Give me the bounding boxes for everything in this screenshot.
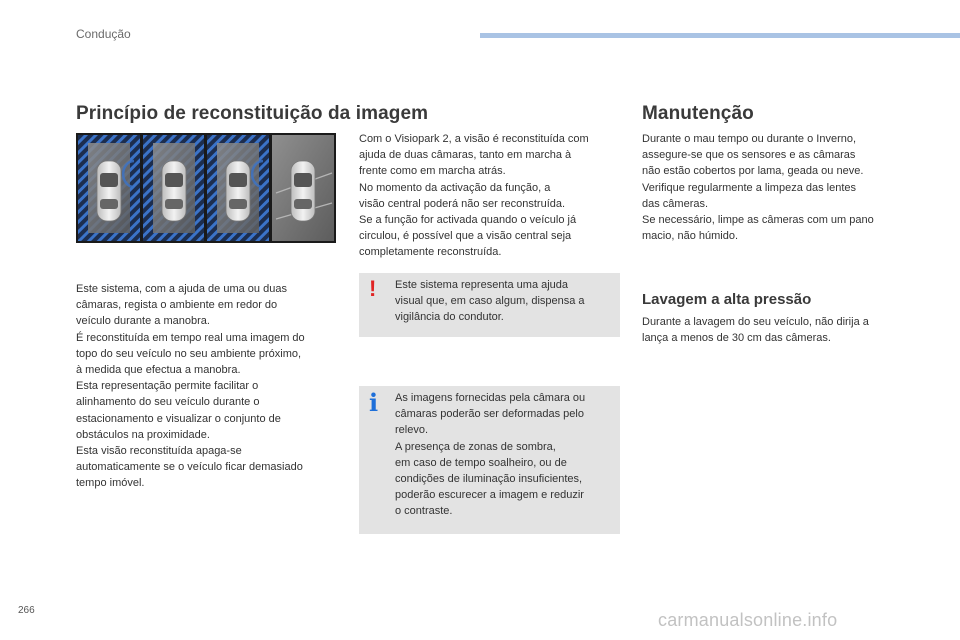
warning-exclamation-icon: !: [369, 276, 377, 301]
warning-note-text: Este sistema representa uma ajuda visual que, em caso algum, dispensa a vigilância do condutor.: [395, 279, 585, 324]
right-title: Manutenção: [642, 103, 754, 124]
section-label: Condução: [76, 27, 131, 41]
parking-camera-image: [76, 133, 336, 243]
page-number: 266: [18, 605, 35, 616]
right-sub-body-text: Durante a lavagem do seu veículo, não dirija a lança a menos de 30 cm das câmeras.: [642, 316, 869, 345]
watermark: carmanualsonline.info: [658, 610, 838, 630]
middle-body-text: Com o Visiopark 2, a visão é reconstituída com ajuda de duas câmaras, tanto em marcha à frente como em marcha atrás. No momento da activação da função, a visão central poderá não ser reconstruída. Se a função for activada quando o veículo já circulou, é possível que a visão central seja completamente reconstruída.: [359, 133, 589, 259]
parking-illustration: [76, 133, 336, 243]
info-note: [359, 386, 620, 534]
right-subtitle: Lavagem a alta pressão: [642, 291, 812, 308]
left-body-text: Este sistema, com a ajuda de uma ou duas câmaras, regista o ambiente em redor do veículo durante a manobra. É reconstituída em tempo real uma imagem do topo do seu veículo no seu ambiente próximo, à medida que efectua a manobra. Esta representação permite facilitar o alinhamento do seu veículo durante o estacionamento e visualizar o conjunto de obstáculos na proximidade. Esta visão reconstituída apaga-se automaticamente se o veículo ficar demasiado tempo imóvel.: [76, 283, 305, 490]
right-body-text: Durante o mau tempo ou durante o Inverno, assegure-se que os sensores e as câmaras não estão cobertos por lama, geada ou neve. Verifique regularmente a limpeza das lentes das câmeras. Se necessário, limpe as câmeras com um pano macio, não húmido.: [642, 133, 874, 243]
info-note-text: As imagens fornecidas pela câmara ou câmaras poderão ser deformadas pelo relevo. A presença de zonas de sombra, em caso de tempo soalheiro, ou de condições de iluminação insuficientes, poderão escurecer a imagem e reduzir o contraste.: [395, 392, 586, 518]
warning-note: [359, 273, 620, 337]
info-i-icon: i: [369, 388, 379, 417]
left-title: Princípio de reconstituição da imagem: [76, 103, 429, 124]
header-accent-bar: [480, 33, 960, 38]
